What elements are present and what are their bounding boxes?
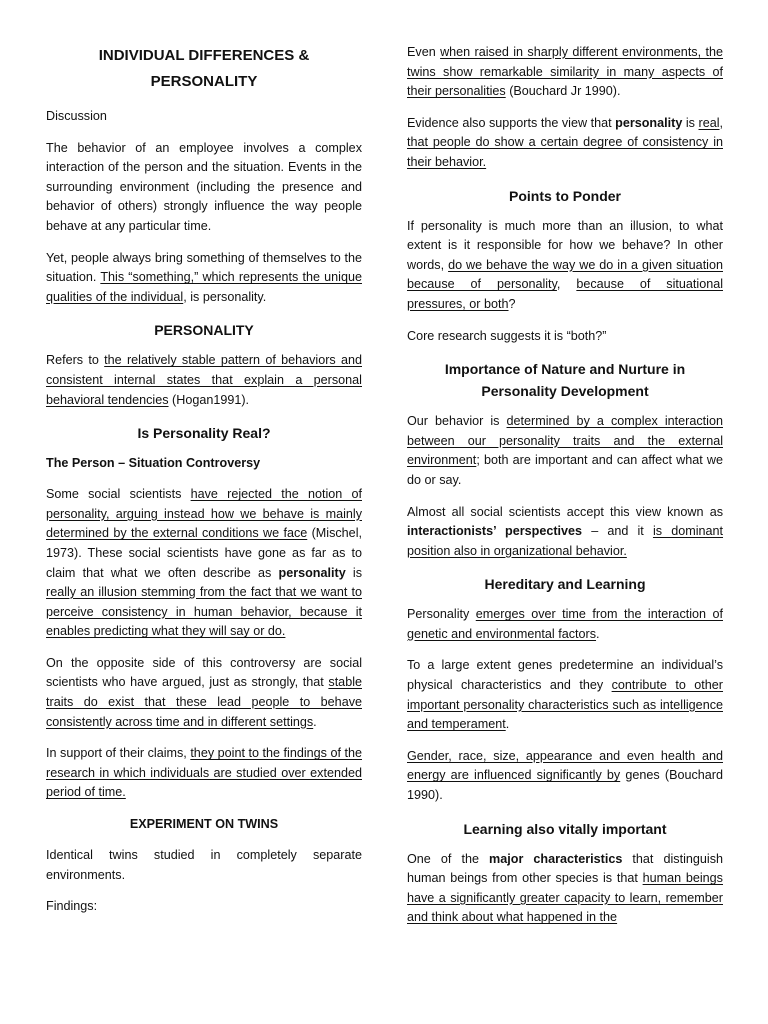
heading-line-2: Personality Development [481, 383, 649, 400]
underlined-text: really an illusion stemming from the fact that we want to perceive consistency in human behavior, because it enables predicting what they will say or do. [46, 585, 362, 639]
discussion-label: Discussion [46, 109, 107, 123]
heading-is-personality-real: Is Personality Real? [137, 425, 271, 442]
text: (Bouchard Jr 1990). [505, 84, 621, 99]
paragraph-major-characteristics [407, 850, 723, 928]
text: . [505, 717, 510, 732]
paragraph-gender-race [407, 747, 723, 806]
text: . [313, 714, 317, 729]
paragraph-support [46, 744, 362, 803]
text: Some social scientists [46, 487, 191, 502]
heading-nature-nurture [407, 358, 723, 402]
text: Refers to [46, 353, 105, 368]
heading-learning-important: Learning also vitally important [463, 820, 667, 837]
text: is [345, 565, 363, 580]
heading-line-1: Importance of Nature and Nurture in [444, 361, 686, 378]
paragraph-illusion [407, 217, 723, 315]
title-line-1: INDIVIDUAL DIFFERENCES & [98, 47, 310, 64]
text: is [682, 115, 699, 130]
text: . [596, 626, 600, 641]
underlined-text: because of situational pressures, or both [407, 277, 723, 311]
underlined-text: This “something,” which represents the unique qualities of the individual [46, 270, 362, 304]
heading-controversy: The Person – Situation Controversy [46, 456, 261, 471]
text: On the opposite side of this controversy are social scientists who have argued, just as strongly, that [46, 655, 362, 690]
underlined-text: do we behave the way we do in a given situation because of personality [407, 257, 723, 292]
text: (Hogan1991). [168, 392, 250, 407]
paragraph-social-scientists [46, 485, 362, 642]
text: Evidence also supports the view that [407, 115, 616, 130]
underlined-text: emerges over time from the interaction of genetic and environmental factors [407, 607, 723, 641]
text: , [556, 277, 577, 292]
heading-experiment-twins: EXPERIMENT ON TWINS [129, 817, 279, 832]
paragraph-evidence [407, 114, 723, 173]
heading-points-to-ponder: Points to Ponder [509, 187, 621, 204]
heading-hereditary-learning: Hereditary and Learning [484, 576, 646, 593]
text: If personality is much more than an illusion, to what extent is it responsible for how we behave? In other words, [407, 218, 723, 272]
underlined-text: they point to the findings of the research in which individuals are studied over extended period of time. [46, 746, 362, 800]
paragraph-behavior: The behavior of an employee involves a complex interaction of the person and the situation. Events in the surrounding environment (including the presence and behavior of others) strongly influence the way people behave at any particular time. [46, 140, 362, 233]
underlined-text: is dominant position also in organizational behavior. [407, 524, 724, 558]
text: In support of their claims, [46, 746, 191, 761]
paragraph-emerges [407, 605, 723, 644]
title-line-2: PERSONALITY [150, 73, 258, 90]
bold-text: personality [615, 115, 683, 130]
text: Yet, people always bring something of themselves to the situation. [46, 250, 362, 285]
text: Personality [407, 607, 476, 622]
paragraph-definition [46, 351, 362, 410]
text: Our behavior is [407, 414, 507, 429]
left-column [46, 43, 362, 929]
text: (Mischel, 1973). These social scientists have gone as far as to claim that what we often describe as [46, 526, 362, 580]
right-column [407, 43, 723, 940]
bold-text: personality [278, 565, 346, 580]
underlined-text: real [698, 115, 720, 130]
paragraph-core-research: Core research suggests it is “both?” [407, 328, 607, 343]
bold-text: major characteristics [489, 851, 623, 866]
underlined-text: the relatively stable pattern of behaviors and consistent internal states that explain a personal behavioral tendencies [46, 353, 362, 407]
document-title [46, 43, 362, 95]
paragraph-genes [407, 656, 723, 734]
underlined-text: Gender, race, size, appearance and even health and energy are influenced significantly by [407, 748, 723, 783]
text: Almost all social scientists accept this view known as [407, 504, 723, 519]
heading-personality: PERSONALITY [154, 322, 254, 339]
underlined-text: contribute to other important personality characteristics such as intelligence and temperament [407, 678, 724, 732]
underlined-text: that people do show a certain degree of consistency in their behavior. [407, 135, 723, 169]
paragraph-our-behavior [407, 412, 723, 490]
paragraph-twins-similarity [407, 43, 723, 102]
paragraph-interactionists [407, 503, 723, 562]
findings-label: Findings: [46, 899, 98, 914]
text: Even [407, 45, 441, 59]
paragraph-identical-twins: Identical twins studied in completely separate environments. [46, 848, 362, 882]
underlined-text: determined by a complex interaction between our personality traits and the external environment [407, 414, 723, 468]
text: , is personality. [183, 289, 267, 304]
underlined-text: when raised in sharply different environments, the twins show remarkable similarity in many aspects of their personalities [407, 45, 723, 99]
underlined-text: human beings have a significantly greater capacity to learn, remember and think about what happened in the [407, 871, 723, 925]
paragraph-opposite-side [46, 654, 362, 732]
bold-text: interactionists’ perspectives [407, 524, 583, 539]
text: One of the [407, 851, 490, 866]
underlined-text: stable traits do exist that these lead people to behave consistently across time and in different settings [46, 675, 362, 729]
text: that distinguish human beings from other species is that [407, 851, 724, 886]
text: genes (Bouchard 1990). [407, 768, 723, 803]
text: ? [508, 296, 516, 311]
text: To a large extent genes predetermine an individual’s physical characteristics and they [407, 658, 723, 693]
underlined-text: have rejected the notion of personality, arguing instead how we behave is mainly determined by the external conditions we face [46, 487, 362, 541]
text: ; both are important and can affect what we do or say. [407, 453, 723, 487]
text: – and it [582, 524, 653, 539]
text: , [719, 115, 723, 130]
paragraph-something [46, 249, 362, 308]
